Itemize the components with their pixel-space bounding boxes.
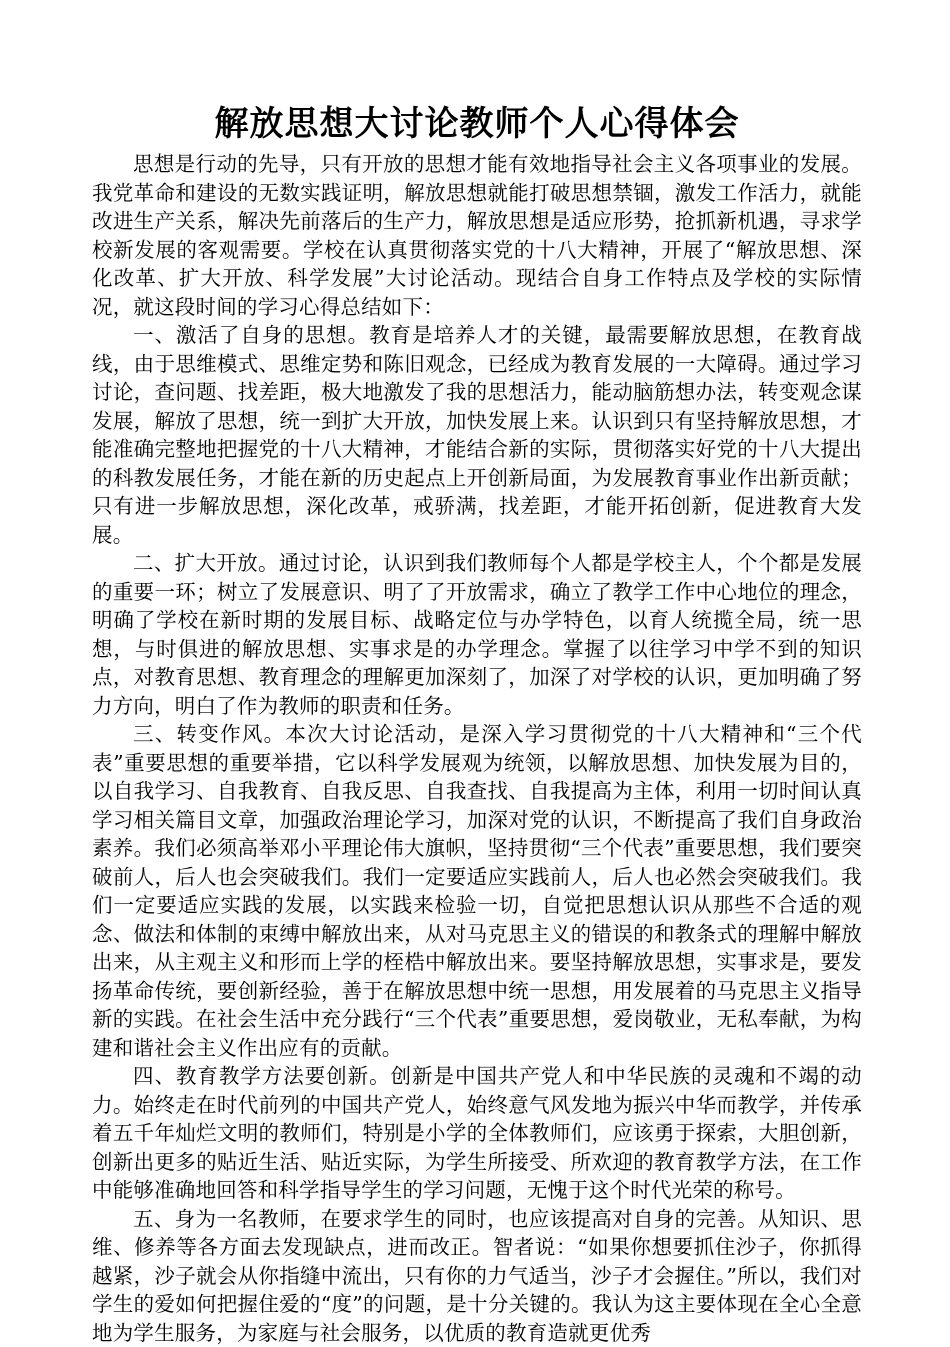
section-5-paragraph: 五、身为一名教师，在要求学生的同时，也应该提高对自身的完善。从知识、思维、修养等各方面去发现缺点，进而改正。智者说：“如果你想要抓住沙子，你抓得越紧，沙子就会从你指缝中流出，只有你的力气适当，沙子才会握住。”所以，我们对学生的爱如何把握住爱的“度”的问题，是十分关键的。我认为这主要体现在全心全意地为学生服务，为家庭与社会服务，以优质的教育造就更优秀 — [92, 1205, 862, 1347]
section-3-paragraph: 三、转变作风。本次大讨论活动，是深入学习贯彻党的十八大精神和“三个代表”重要思想的重要举措，它以科学发展观为统领，以解放思想、加快发展为目的，以自我学习、自我教育、自我反思、自我查找、自我提高为主体，利用一切时间认真学习相关篇目文章，加强政治理论学习，加深对党的认识，不断提高了我们自身政治素养。我们必须高举邓小平理论伟大旗帜，坚持贯彻“三个代表”重要思想，我们要突破前人，后人也会突破我们。我们一定要适应实践前人，后人也必然会突破我们。我们一定要适应实践的发展，以实践来检验一切，自觉把思想认识从那些不合适的观念、做法和体制的束缚中解放出来，从对马克思主义的错误的和教条式的理解中解放出来，从主观主义和形而上学的桎梏中解放出来。要坚持解放思想，实事求是，要发扬革命传统，要创新经验，善于在解放思想中统一思想，用发展着的马克思主义指导新的实践。在社会生活中充分践行“三个代表”重要思想，爱岗敬业，无私奉献，为构建和谐社会主义作出应有的贡献。 — [92, 720, 862, 1062]
section-4-paragraph: 四、教育教学方法要创新。创新是中国共产党人和中华民族的灵魂和不竭的动力。始终走在时代前列的中国共产党人，始终意气风发地为振兴中华而教学，并传承着五千年灿烂文明的教师们，特别是小学的全体教师们，应该勇于探索，大胆创新，创新出更多的贴近生活、贴近实际，为学生所接受、所欢迎的教育教学方法，在工作中能够准确地回答和科学指导学生的学习问题，无愧于这个时代光荣的称号。 — [92, 1062, 862, 1205]
document-page — [92, 98, 862, 1347]
section-1-paragraph: 一、激活了自身的思想。教育是培养人才的关键，最需要解放思想，在教育战线，由于思维模式、思维定势和陈旧观念，已经成为教育发展的一大障碍。通过学习讨论，查问题、找差距，极大地激发了我的思想活力，能动脑筋想办法，转变观念谋发展，解放了思想，统一到扩大开放，加快发展上来。认识到只有坚持解放思想，才能准确完整地把握党的十八大精神，才能结合新的实际，贯彻落实好党的十八大提出的科教发展任务，才能在新的历史起点上开创新局面，为发展教育事业作出新贡献；只有进一步解放思想，深化改革，戒骄满，找差距，才能开拓创新，促进教育大发展。 — [92, 321, 862, 549]
section-2-paragraph: 二、扩大开放。通过讨论，认识到我们教师每个人都是学校主人，个个都是发展的重要一环；树立了发展意识、明了了开放需求，确立了教学工作中心地位的理念，明确了学校在新时期的发展目标、战略定位与办学特色，以育人统揽全局，统一思想，与时俱进的解放思想、实事求是的办学理念。掌握了以往学习中学不到的知识点，对教育思想、教育理念的理解更加深刻了，加深了对学校的认识，更加明确了努力方向，明白了作为教师的职责和任务。 — [92, 549, 862, 720]
intro-paragraph: 思想是行动的先导，只有开放的思想才能有效地指导社会主义各项事业的发展。我党革命和建设的无数实践证明，解放思想就能打破思想禁锢，激发工作活力，就能改进生产关系，解决先前落后的生产力，解放思想是适应形势，抢抓新机遇，寻求学校新发展的客观需要。学校在认真贯彻落实党的十八大精神，开展了“解放思想、深化改革、扩大开放、科学发展”大讨论活动。现结合自身工作特点及学校的实际情况，就这段时间的学习心得总结如下： — [92, 150, 862, 321]
document-title: 解放思想大讨论教师个人心得体会 — [92, 98, 862, 150]
